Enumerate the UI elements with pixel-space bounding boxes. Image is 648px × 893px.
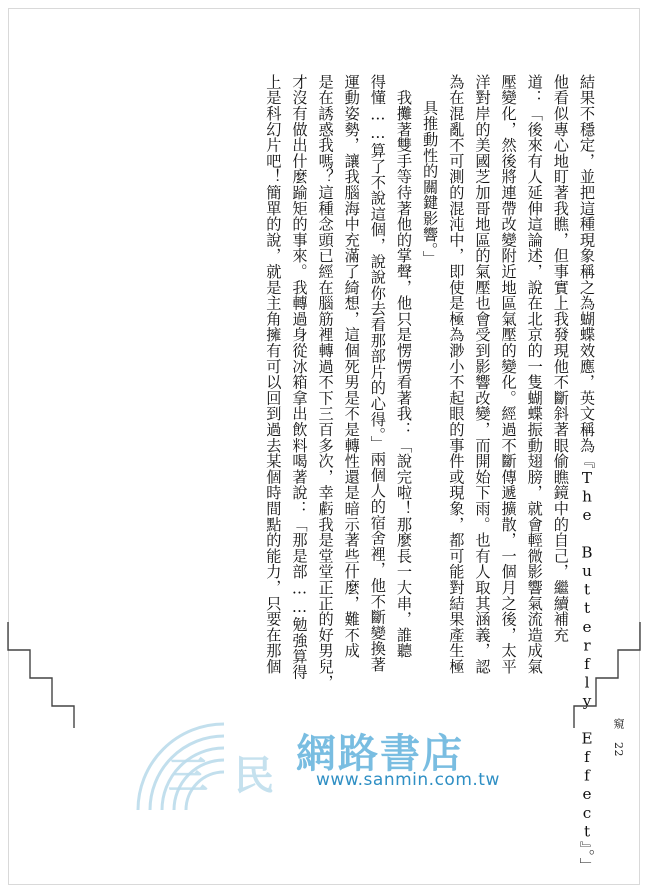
- page-label: 窺: [612, 718, 625, 729]
- watermark-faded-text: 三民: [168, 753, 300, 799]
- text-column-4: 壓變化，然後將連帶改變附近地區氣壓的變化。經過不斷傳遞擴散，一個月之後，太平: [499, 74, 518, 675]
- text-column-10: 運動姿勢，讓我腦海中充滿了綺想，這個死男是不是轉性還是暗示著些什麼，難不成: [342, 74, 361, 659]
- text-column-5: 洋對岸的美國芝加哥地區的氣壓也會受到影響改變，而開始下雨。也有人取其涵義，認: [473, 74, 492, 675]
- watermark-url: www.sanmin.com.tw: [316, 770, 500, 790]
- text-column-6: 為在混亂不可測的混沌中，即使是極為渺小不起眼的事件或現象，都可能對結果產生極: [447, 74, 466, 675]
- text-column-11: 是在誘惑我嗎？這種念頭已經在腦筋裡轉過不下三百多次，幸虧我是堂堂正正的好男兒，: [316, 74, 335, 691]
- text-column-13: 上是科幻片吧！簡單的說，就是主角擁有可以回到過去某個時間點的能力，只要在那個: [264, 74, 283, 675]
- page-number: 22: [612, 742, 625, 757]
- text-column-1: 結果不穩定，並把這種現象稱之為蝴蝶效應，英文稱為『The Butterfly Effect』。」: [578, 74, 596, 874]
- text-column-2: 他看似專心地盯著我瞧，但事實上我發現他不斷斜著眼偷瞧鏡中的自己，繼續補充: [551, 74, 570, 643]
- watermark-brand-text: 網路書店: [296, 731, 464, 777]
- stair-step-right-decoration: [572, 620, 642, 730]
- page-footer: [610, 718, 627, 757]
- text-column-9: 得懂……算了不說這個，說說你去看那部片的心得。」兩個人的宿舍裡，他不斷變換著: [368, 74, 387, 673]
- stair-step-left-decoration: [6, 620, 76, 730]
- text-column-12: 才沒有做出什麼踰矩的事來。我轉過身從冰箱拿出飲料喝著說：「那是部……勉強算得: [290, 74, 309, 680]
- text-column-8: 我攤著雙手等待著他的掌聲，他只是愣愣看著我：「說完啦！那麼長一大串，誰聽: [395, 74, 414, 659]
- text-column-3: 道：「後來有人延伸這論述，說在北京的一隻蝴蝶振動翅膀，就會輕微影響氣流造成氣: [525, 74, 544, 675]
- text-column-7: 具推動性的關鍵影響。」: [421, 100, 440, 267]
